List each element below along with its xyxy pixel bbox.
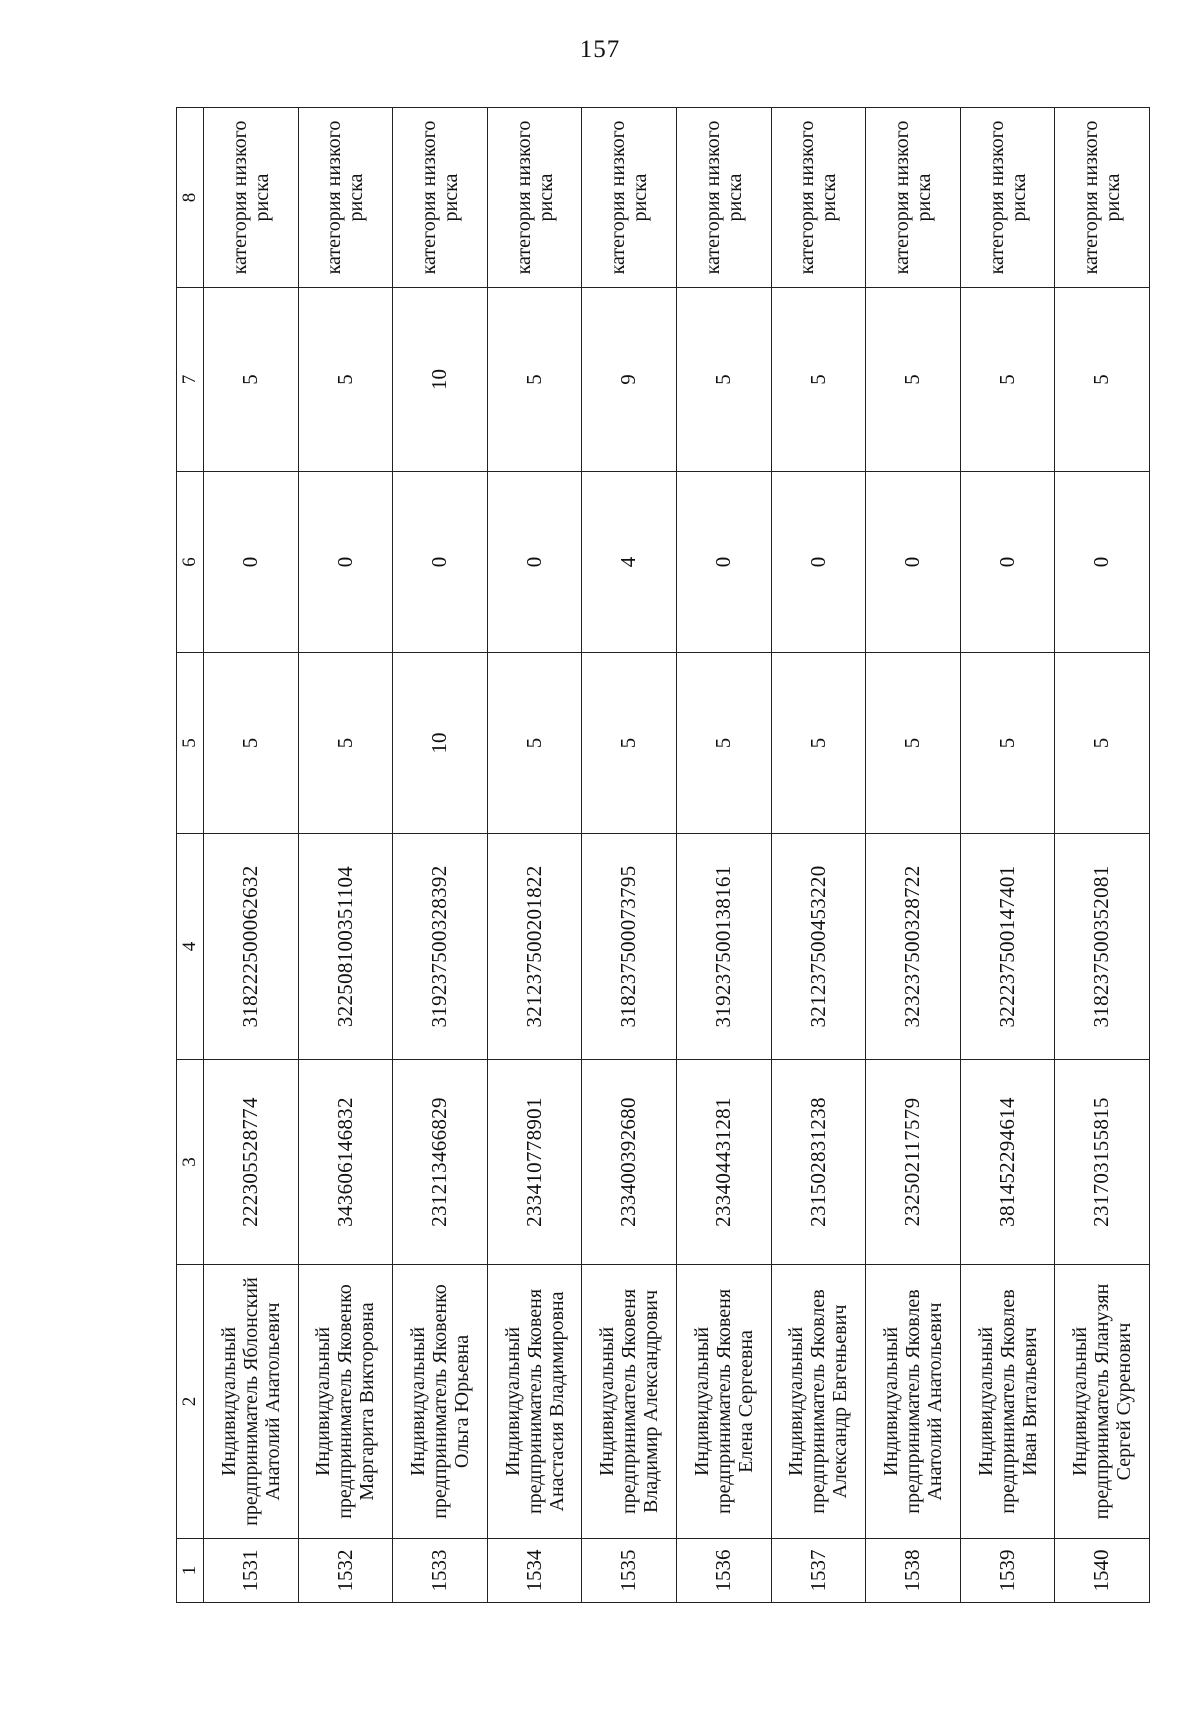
column-6-value-cell: 0: [393, 472, 488, 653]
inn-cell: 233410778901: [487, 1060, 582, 1265]
column-5-value-cell: 5: [582, 653, 677, 834]
risk-category-cell: категория низкого риска: [582, 108, 677, 288]
row-number-cell: 1535: [582, 1539, 677, 1603]
column-6-value-cell: 0: [298, 472, 393, 653]
table-row: [676, 108, 771, 1603]
column-5-value-cell: 5: [487, 653, 582, 834]
risk-category-cell: категория низкого риска: [676, 108, 771, 288]
table-row: [204, 108, 299, 1603]
column-header-6: 6: [177, 472, 204, 653]
column-6-value-cell: 0: [676, 472, 771, 653]
column-header-8: 8: [177, 108, 204, 288]
row-number-cell: 1534: [487, 1539, 582, 1603]
risk-category-cell: категория низкого риска: [1055, 108, 1150, 288]
ogrnip-cell: 322237500147401: [960, 834, 1055, 1060]
column-7-value-cell: 5: [771, 288, 866, 472]
risk-category-cell: категория низкого риска: [960, 108, 1055, 288]
entrepreneur-name-cell: Индивидуальный предприниматель Яковенко Ольга Юрьевна: [393, 1265, 488, 1539]
inn-cell: 231213466829: [393, 1060, 488, 1265]
table-row: [298, 108, 393, 1603]
column-7-value-cell: 9: [582, 288, 677, 472]
row-number-cell: 1536: [676, 1539, 771, 1603]
inn-cell: 343606146832: [298, 1060, 393, 1265]
row-number-cell: 1539: [960, 1539, 1055, 1603]
register-table-frame: [176, 108, 1150, 1603]
risk-category-cell: категория низкого риска: [487, 108, 582, 288]
column-7-value-cell: 5: [960, 288, 1055, 472]
column-7-value-cell: 5: [866, 288, 961, 472]
column-header-7: 7: [177, 288, 204, 472]
entrepreneur-name-cell: Индивидуальный предприниматель Яковеня Владимир Александрович: [582, 1265, 677, 1539]
inn-cell: 222305528774: [204, 1060, 299, 1265]
table-row: [487, 108, 582, 1603]
entrepreneur-name-cell: Индивидуальный предприниматель Яблонский Анатолий Анатольевич: [204, 1265, 299, 1539]
register-table-header: [177, 108, 204, 1603]
entrepreneur-name-cell: Индивидуальный предприниматель Яланузян Сергей Суренович: [1055, 1265, 1150, 1539]
column-7-value-cell: 5: [298, 288, 393, 472]
column-6-value-cell: 0: [1055, 472, 1150, 653]
inn-cell: 231703155815: [1055, 1060, 1150, 1265]
column-5-value-cell: 5: [676, 653, 771, 834]
risk-category-cell: категория низкого риска: [393, 108, 488, 288]
table-row: [771, 108, 866, 1603]
ogrnip-cell: 318237500073795: [582, 834, 677, 1060]
inn-cell: 231502831238: [771, 1060, 866, 1265]
column-7-value-cell: 10: [393, 288, 488, 472]
ogrnip-cell: 318237500352081: [1055, 834, 1150, 1060]
inn-cell: 233400392680: [582, 1060, 677, 1265]
entrepreneur-name-cell: Индивидуальный предприниматель Яковлев Иван Витальевич: [960, 1265, 1055, 1539]
column-5-value-cell: 5: [960, 653, 1055, 834]
table-row: [1055, 108, 1150, 1603]
ogrnip-cell: 322508100351104: [298, 834, 393, 1060]
row-number-cell: 1532: [298, 1539, 393, 1603]
page-number: 157: [579, 36, 621, 63]
column-5-value-cell: 5: [204, 653, 299, 834]
column-6-value-cell: 4: [582, 472, 677, 653]
column-5-value-cell: 5: [298, 653, 393, 834]
header-row: [177, 108, 204, 1603]
column-6-value-cell: 0: [771, 472, 866, 653]
risk-category-cell: категория низкого риска: [298, 108, 393, 288]
risk-category-cell: категория низкого риска: [771, 108, 866, 288]
table-row: [960, 108, 1055, 1603]
risk-category-cell: категория низкого риска: [866, 108, 961, 288]
column-7-value-cell: 5: [204, 288, 299, 472]
entrepreneur-name-cell: Индивидуальный предприниматель Яковлев Александр Евгеньевич: [771, 1265, 866, 1539]
row-number-cell: 1533: [393, 1539, 488, 1603]
column-7-value-cell: 5: [676, 288, 771, 472]
inn-cell: 381452294614: [960, 1060, 1055, 1265]
entrepreneur-name-cell: Индивидуальный предприниматель Яковлев Анатолий Анатольевич: [866, 1265, 961, 1539]
column-header-3: 3: [177, 1060, 204, 1265]
ogrnip-cell: 318222500062632: [204, 834, 299, 1060]
row-number-cell: 1537: [771, 1539, 866, 1603]
table-row: [393, 108, 488, 1603]
ogrnip-cell: 323237500328722: [866, 834, 961, 1060]
ogrnip-cell: 319237500138161: [676, 834, 771, 1060]
column-header-4: 4: [177, 834, 204, 1060]
column-6-value-cell: 0: [960, 472, 1055, 653]
column-5-value-cell: 10: [393, 653, 488, 834]
row-number-cell: 1531: [204, 1539, 299, 1603]
column-5-value-cell: 5: [866, 653, 961, 834]
register-table: [176, 107, 1150, 1603]
ogrnip-cell: 321237500201822: [487, 834, 582, 1060]
entrepreneur-name-cell: Индивидуальный предприниматель Яковенко Маргарита Викторовна: [298, 1265, 393, 1539]
table-row: [582, 108, 677, 1603]
row-number-cell: 1540: [1055, 1539, 1150, 1603]
entrepreneur-name-cell: Индивидуальный предприниматель Яковеня Елена Сергеевна: [676, 1265, 771, 1539]
ogrnip-cell: 321237500453220: [771, 834, 866, 1060]
table-row: [866, 108, 961, 1603]
entrepreneur-name-cell: Индивидуальный предприниматель Яковеня Анастасия Владимировна: [487, 1265, 582, 1539]
column-5-value-cell: 5: [1055, 653, 1150, 834]
register-table-rotated: [176, 108, 1150, 1603]
column-7-value-cell: 5: [1055, 288, 1150, 472]
risk-category-cell: категория низкого риска: [204, 108, 299, 288]
inn-cell: 233404431281: [676, 1060, 771, 1265]
column-6-value-cell: 0: [866, 472, 961, 653]
column-header-1: 1: [177, 1539, 204, 1603]
column-header-2: 2: [177, 1265, 204, 1539]
column-header-5: 5: [177, 653, 204, 834]
column-7-value-cell: 5: [487, 288, 582, 472]
column-6-value-cell: 0: [204, 472, 299, 653]
column-5-value-cell: 5: [771, 653, 866, 834]
inn-cell: 232502117579: [866, 1060, 961, 1265]
column-6-value-cell: 0: [487, 472, 582, 653]
row-number-cell: 1538: [866, 1539, 961, 1603]
register-table-body: [204, 108, 1150, 1603]
ogrnip-cell: 319237500328392: [393, 834, 488, 1060]
